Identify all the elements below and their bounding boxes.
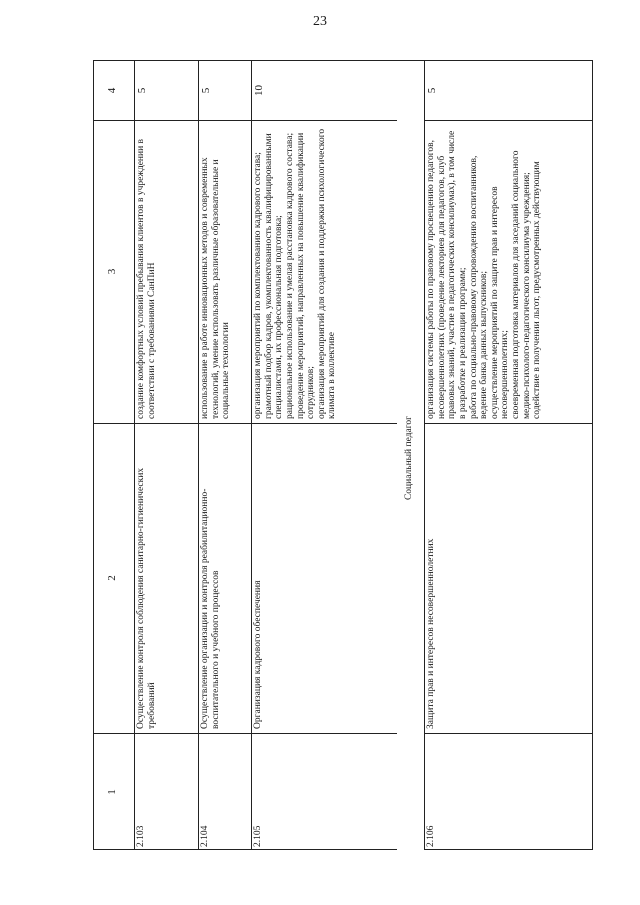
criteria-line: осуществление мероприятий по защите прав и интересов несовершеннолетних;	[489, 186, 511, 419]
function-text: Осуществление контроля соблюдения санитарно-гигиенических требований	[136, 467, 157, 729]
row-2-104-number	[198, 733, 251, 851]
row-number: 2.104	[200, 825, 210, 847]
criteria-line: проведение мероприятий, направленных на повышение квалификации сотрудников;	[295, 132, 317, 419]
row-2-106-function	[424, 423, 594, 733]
row-2-103-number	[134, 733, 198, 851]
points-value: 5	[426, 87, 438, 94]
criteria-line: грамотный подбор кадров, укомплектованность квалифицированными специалистами, их профессиональная подготовка;	[263, 133, 285, 419]
criteria-line: организация мероприятий для создания и поддержки психологического климата в коллективе	[316, 128, 338, 419]
function-text: Осуществление организации и контроля реабилитационно-воспитательного и учебного процессов	[200, 488, 221, 729]
header-label-1: 1	[106, 789, 118, 795]
row-number: 2.103	[136, 825, 146, 847]
header-label-2: 2	[106, 575, 118, 581]
function-text: Организация кадрового обеспечения	[253, 580, 263, 729]
row-2-104-function	[198, 423, 251, 733]
row-2-105-criteria	[251, 120, 397, 423]
section-header	[397, 61, 424, 851]
function-text: Защита прав и интересов несовершеннолетних	[426, 538, 436, 729]
criteria-text: создание комфортных условий пребывания клиентов в учреждении в соответствии с требованиями СанПиН	[136, 138, 157, 419]
row-number: 2.105	[253, 825, 263, 847]
criteria-line: работа по социально-правовому сопровождению воспитанников, ведение банка данных выпускников;	[468, 155, 490, 419]
criteria-text: использование в работе инновационных методов и современных технологий, умение использовать различные образовательные и социальные технологии	[200, 157, 232, 419]
header-cell-4	[94, 61, 134, 120]
header-label-4: 4	[106, 87, 118, 94]
points-value: 10	[253, 85, 265, 96]
points-value: 5	[200, 87, 212, 94]
rotated-table	[93, 60, 593, 850]
row-2-103-points	[134, 61, 198, 120]
criteria-line: содействие в получении льгот, предусмотренных действующим	[532, 161, 543, 419]
criteria-line: организация мероприятий по комплектованию кадрового состава;	[253, 152, 263, 419]
page-number: 23	[313, 14, 327, 29]
row-2-106-points	[424, 61, 594, 120]
row-2-106-number	[424, 733, 594, 851]
row-2-104-points	[198, 61, 251, 120]
criteria-line: рациональное использование и умелая расстановка кадрового состава;	[284, 132, 295, 419]
header-cell-1	[94, 733, 134, 851]
row-number: 2.106	[426, 825, 436, 847]
criteria-line: организация системы работы по правовому просвещению педагогов, несовершеннолетних (проведение лекториев для педагогов, клуб правовых знаний, участие в педагогических консилиумах), в том числе в разработке и реализации программ;	[426, 130, 468, 419]
criteria-line: своевременная подготовка материалов для заседаний социального медико-психолого-педагогического консилиума учреждения;	[511, 150, 532, 419]
header-cell-3	[94, 120, 134, 423]
row-2-105-number	[251, 733, 397, 851]
points-value: 5	[136, 87, 148, 94]
row-2-104-criteria	[198, 120, 251, 423]
section-title: Социальный педагог	[404, 415, 414, 501]
header-label-3: 3	[106, 268, 118, 275]
row-2-105-function	[251, 423, 397, 733]
row-2-106-criteria	[424, 120, 594, 423]
row-2-103-criteria	[134, 120, 198, 423]
row-2-105-points	[251, 61, 397, 120]
header-cell-2	[94, 423, 134, 733]
row-2-103-function	[134, 423, 198, 733]
